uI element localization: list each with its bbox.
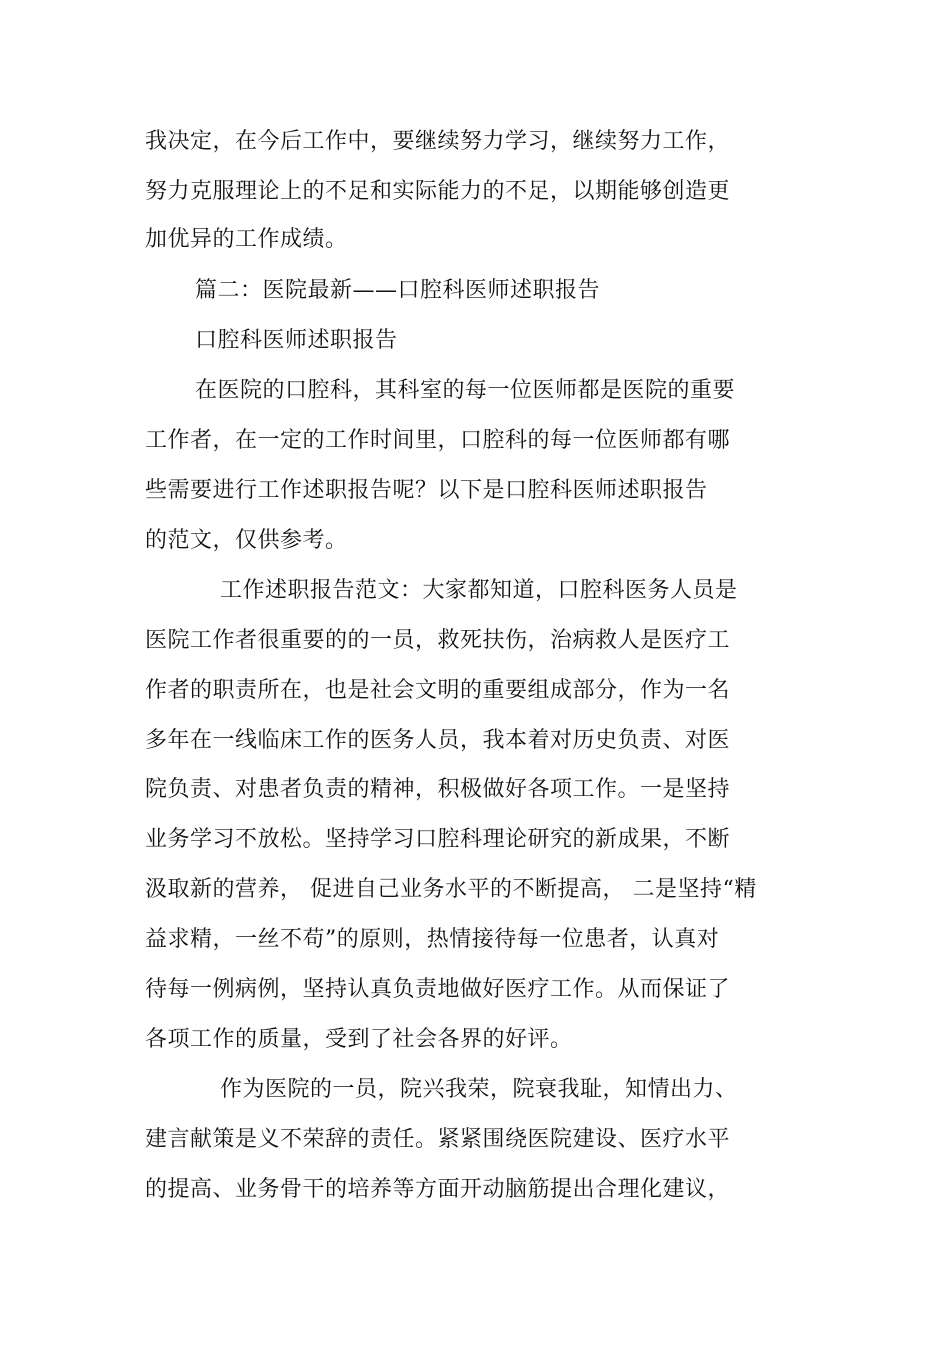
text-line: 我决定，在今后工作中，要继续努力学习，继续努力工作， <box>145 129 731 154</box>
report-title: 口腔科医师述职报告 <box>195 328 398 353</box>
text-line: 各项工作的质量，受到了社会各界的好评。 <box>145 1027 573 1052</box>
text-line: 待每一例病例，坚持认真负责地做好医疗工作。从而保证了 <box>145 977 731 1002</box>
text-line: 益求精，一丝不苟”的原则，热情接待每一位患者，认真对 <box>145 927 720 952</box>
text-line: 汲取新的营养， 促进自己业务水平的不断提高， 二是坚持“精 <box>145 877 757 902</box>
text-line: 的范文，仅供参考。 <box>145 528 348 553</box>
text-line: 的提高、业务骨干的培养等方面开动脑筋提出合理化建议， <box>145 1177 731 1202</box>
text-line: 加优异的工作成绩。 <box>145 227 348 252</box>
text-line: 些需要进行工作述职报告呢？以下是口腔科医师述职报告 <box>145 478 708 503</box>
text-line: 作为医院的一员，院兴我荣，院衰我耻，知情出力、 <box>220 1077 738 1102</box>
text-line: 业务学习不放松。坚持学习口腔科理论研究的新成果，不断 <box>145 827 731 852</box>
text-line: 多年在一线临床工作的医务人员，我本着对历史负责、对医 <box>145 728 731 753</box>
text-line: 建言献策是义不荣辞的责任。紧紧围绕医院建设、医疗水平 <box>145 1127 731 1152</box>
text-line: 医院工作者很重要的的一员，救死扶伤，治病救人是医疗工 <box>145 628 731 653</box>
text-line: 作者的职责所在，也是社会文明的重要组成部分，作为一名 <box>145 678 731 703</box>
text-line: 努力克服理论上的不足和实际能力的不足，以期能够创造更 <box>145 179 731 204</box>
section-heading: 篇二：医院最新——口腔科医师述职报告 <box>195 278 601 303</box>
text-line: 院负责、对患者负责的精神，积极做好各项工作。一是坚持 <box>145 777 731 802</box>
text-line: 在医院的口腔科，其科室的每一位医师都是医院的重要 <box>195 378 736 403</box>
text-line: 工作者，在一定的工作时间里，口腔科的每一位医师都有哪 <box>145 428 731 453</box>
text-line: 工作述职报告范文：大家都知道，口腔科医务人员是 <box>220 578 738 603</box>
